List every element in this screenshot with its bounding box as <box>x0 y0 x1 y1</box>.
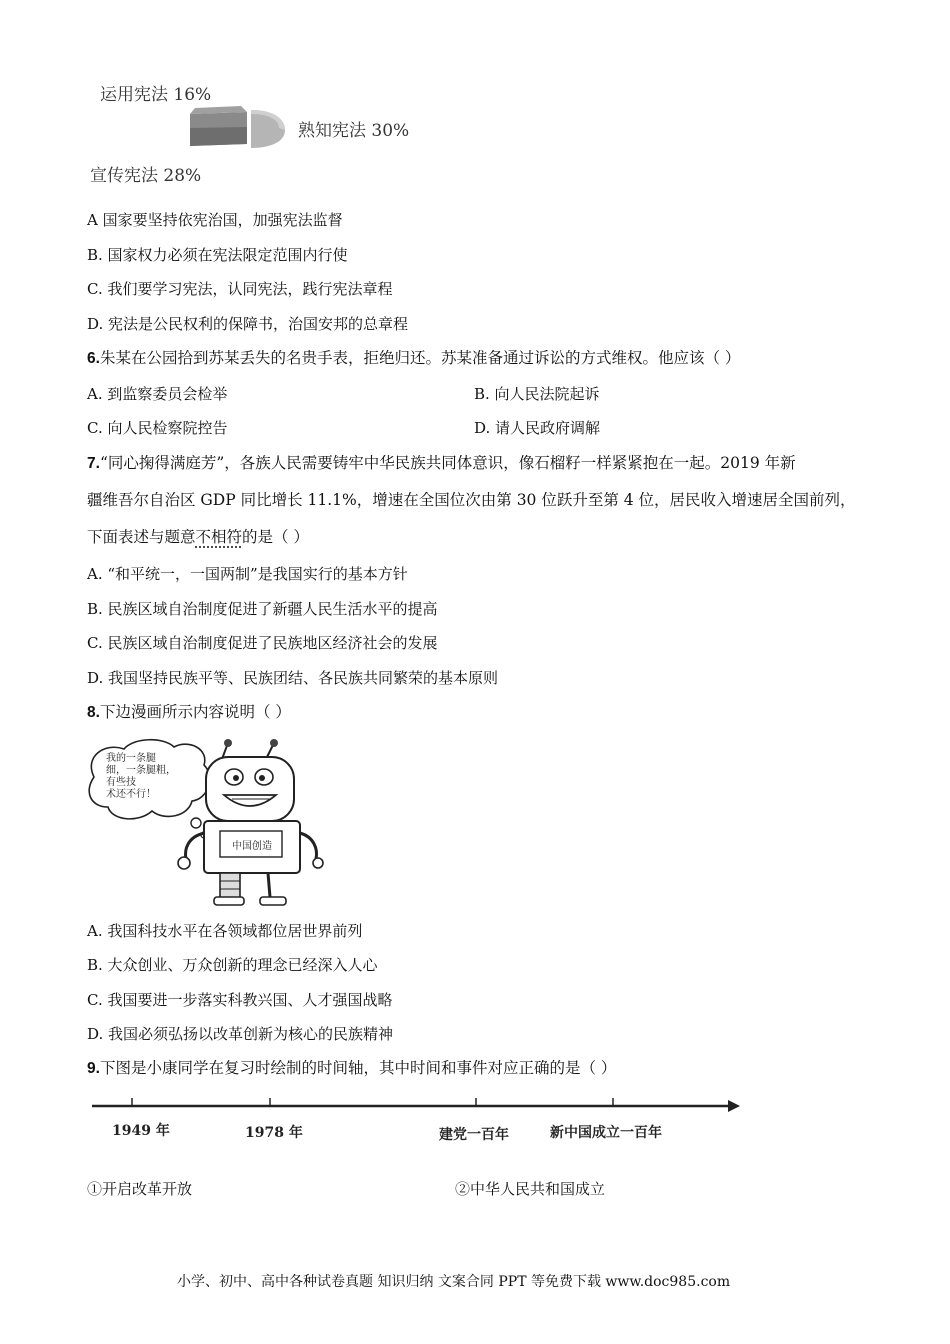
bubble-line-4: 术还不行！ <box>106 789 156 800</box>
robot-pupil-right <box>259 775 265 781</box>
robot-hand-right <box>313 858 323 868</box>
bubble-text <box>106 753 176 801</box>
q7-option-b: B. 民族区域自治制度促进了新疆人民生活水平的提高 <box>87 600 438 618</box>
robot-head <box>206 757 294 821</box>
chest-label: 中国创造 <box>232 841 272 852</box>
timeline-arrow <box>728 1100 740 1112</box>
q6-number: 6. <box>87 350 100 367</box>
q7-option-d: D. 我国坚持民族平等、民族团结、各民族共同繁荣的基本原则 <box>87 669 499 687</box>
q9-stem <box>87 1058 616 1079</box>
timeline-axis <box>88 1092 748 1120</box>
robot-cartoon <box>84 737 324 907</box>
bubble-dot-large <box>191 818 201 828</box>
q5-option-c: C. 我们要学习宪法，认同宪法，践行宪法章程 <box>87 280 393 298</box>
robot-arm-right <box>300 833 316 859</box>
robot-pupil-left <box>233 775 239 781</box>
q5-option-d: D. 宪法是公民权利的保障书，治国安邦的总章程 <box>87 315 409 333</box>
timeline-label-1978: 1978 年 <box>245 1125 303 1141</box>
bubble-line-3: 有些技 <box>106 777 136 788</box>
robot-foot-right <box>260 897 286 905</box>
timeline-label-party-centenary: 建党一百年 <box>439 1127 509 1143</box>
robot-foot-left <box>214 897 244 905</box>
q7-stem-emphasis: 不相符 <box>195 528 243 546</box>
q8-option-c: C. 我国要进一步落实科教兴国、人才强国战略 <box>87 991 393 1009</box>
q7-stem-line1 <box>87 453 796 474</box>
q6-stem <box>87 348 740 369</box>
q8-option-d: D. 我国必须弘扬以改革创新为核心的民族精神 <box>87 1025 394 1043</box>
q6-option-a: A. 到监察委员会检举 <box>87 385 228 403</box>
pie-label-promote: 宣传宪法 28% <box>90 166 202 186</box>
q9-item-1: ①开启改革开放 <box>87 1180 193 1198</box>
robot-leg-thick <box>220 873 240 899</box>
q7-stem-line2: 疆维吾尔自治区 GDP 同比增长 11.1%，增速在全国位次由第 30 位跃升至第 4 位，居民收入增速居全国前列， <box>87 491 856 509</box>
q9-item-2: ②中华人民共和国成立 <box>455 1180 606 1198</box>
q7-number: 7. <box>87 455 100 472</box>
q7-stem-pre: 下面表述与题意 <box>87 528 196 546</box>
q8-number: 8. <box>87 704 100 721</box>
q6-option-b: B. 向人民法院起诉 <box>474 385 600 403</box>
q8-stem <box>87 702 291 723</box>
q9-stem-text: 下图是小康同学在复习时绘制的时间轴，其中时间和事件对应正确的是（ ） <box>99 1059 617 1077</box>
robot-hand-left <box>178 857 190 869</box>
q7-stem-line3 <box>87 527 309 547</box>
q7-option-c: C. 民族区域自治制度促进了民族地区经济社会的发展 <box>87 634 438 652</box>
q6-option-c: C. 向人民检察院控告 <box>87 419 228 437</box>
robot-leg-thin <box>268 873 270 897</box>
q5-option-a: A 国家要坚持依宪治国，加强宪法监督 <box>87 211 343 229</box>
bubble-line-2: 细，一条腿粗， <box>106 765 176 776</box>
bubble-line-1: 我的一条腿 <box>106 753 156 764</box>
q9-number: 9. <box>87 1060 100 1077</box>
q6-stem-text: 朱某在公园拾到苏某丢失的名贵手表，拒绝归还。苏某准备通过诉讼的方式维权。他应该（ ） <box>99 349 741 367</box>
antenna-right-tip <box>270 739 278 747</box>
q8-option-b: B. 大众创业、万众创新的理念已经深入人心 <box>87 956 378 974</box>
page-footer: 小学、初中、高中各种试卷真题 知识归纳 文案合同 PPT 等免费下载 www.doc985.com <box>177 1274 731 1290</box>
q7-stem-text1: “同心掬得满庭芳”，各族人民需要铸牢中华民族共同体意识，像石榴籽一样紧紧抱在一起。2019 年新 <box>99 454 796 472</box>
timeline-label-1949: 1949 年 <box>112 1123 170 1139</box>
pie-label-apply: 运用宪法 16% <box>100 85 212 105</box>
pie-3d-graphic <box>185 100 295 160</box>
antenna-left-tip <box>224 739 232 747</box>
q8-stem-text: 下边漫画所示内容说明（ ） <box>99 703 291 721</box>
q7-stem-post: 的是（ ） <box>242 528 309 546</box>
timeline-label-prc-centenary: 新中国成立一百年 <box>550 1125 662 1141</box>
q5-option-b: B. 国家权力必须在宪法限定范围内行使 <box>87 246 348 264</box>
pie-label-know: 熟知宪法 30% <box>298 121 410 141</box>
q6-option-d: D. 请人民政府调解 <box>474 419 601 437</box>
q7-option-a: A. “和平统一，一国两制”是我国实行的基本方针 <box>87 565 408 583</box>
q8-option-a: A. 我国科技水平在各领域都位居世界前列 <box>87 922 363 940</box>
pie-slice-shadow <box>190 127 247 146</box>
